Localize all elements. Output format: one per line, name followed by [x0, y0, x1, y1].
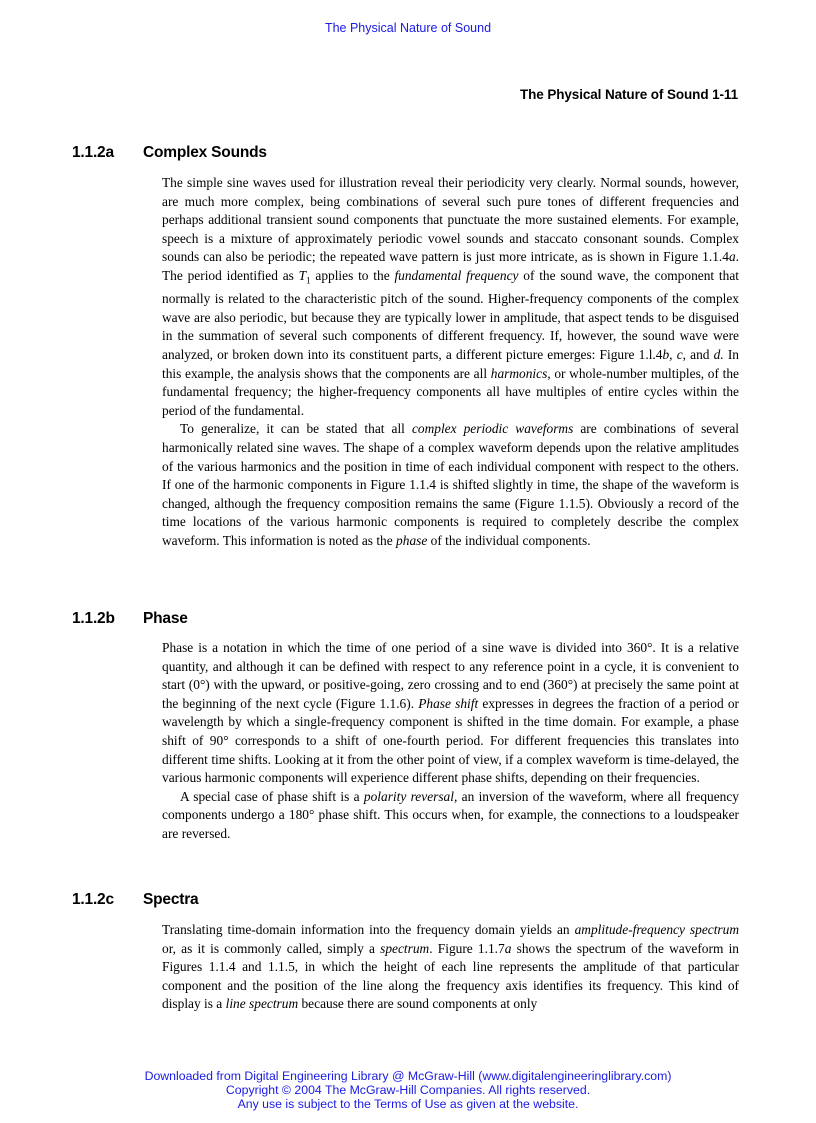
paragraph: The simple sine waves used for illustration reveal their periodicity very clearly. Normal sounds, however, are much more complex, being combinations of several such pure tones of different frequencies and perhaps additional transient sound components that punctuate the more sustained elements. For example, speech is a mixture of approximately periodic vowel sounds and staccato consonant sounds. Complex sounds can also be periodic; the repeated wave pattern is just more intricate, as is shown in Figure 1.1.4a. The period identified as $T_1$ applies to the fundamental frequency of the sound wave, the component that normally is related to the characteristic pitch of the sound. Higher-frequency components of the complex wave are also periodic, but because they are typically lower in amplitude, that aspect tends to be disguised in the summation of several such components of different frequency. If, however, the sound wave were analyzed, or broken down into its constituent parts, a different picture emerges: Figure 1.l.4b, c, and d. In this example, the analysis shows that the components are all harmonics, or whole-number multiples, of the fundamental frequency; the higher-frequency components all have multiples of entire cycles within the period of the fundamental.	[162, 175, 740, 418]
italic-term: a	[728, 249, 736, 265]
section-number: 1.1.2a	[72, 144, 114, 161]
section-title: Phase	[143, 610, 188, 627]
section-body-spectra	[162, 921, 739, 1014]
paragraph: To generalize, it can be stated that all complex periodic waveforms are combinations of several harmonically related sine waves. The shape of a complex waveform depends upon the relative amplitudes of the various harmonics and the position in time of each individual component with respect to the others. If one of the harmonic components in Figure 1.1.4 is shifted slightly in time, the shape of the waveform is changed, although the frequency composition remains the same (Figure 1.1.5). Obviously a record of the time locations of the various harmonic components is required to completely describe the complex waveform. This information is noted as the phase of the individual components.	[162, 421, 740, 548]
italic-term: Phase shift	[418, 695, 479, 711]
italic-term: fundamental frequency	[394, 267, 519, 283]
footer-copyright: Copyright © 2004 The McGraw-Hill Companies. All rights reserved.	[225, 1082, 591, 1097]
italic-term: a	[504, 940, 512, 956]
section-heading-phase	[72, 610, 188, 628]
italic-term: d.	[713, 347, 724, 363]
italic-term: phase	[396, 532, 428, 548]
section-number: 1.1.2c	[72, 891, 114, 908]
section-number: 1.1.2b	[72, 610, 115, 627]
subscript: 1	[306, 275, 311, 286]
paragraph: Translating time-domain information into the frequency domain yields an amplitude-frequency spectrum or, as it is commonly called, simply a spectrum. Figure 1.1.7a shows the spectrum of the waveform in Figures 1.1.4 and 1.1.5, in which the height of each line represents the amplitude of that particular component and the position of the line along the frequency axis identifies its frequency. This kind of display is a line spectrum because there are sound components at only	[162, 922, 740, 1012]
running-head: The Physical Nature of Sound 1-11	[519, 87, 738, 102]
section-title: Spectra	[143, 891, 199, 908]
section-body-phase	[162, 639, 739, 844]
italic-term: line spectrum	[225, 996, 299, 1012]
footer-download-link[interactable]: Downloaded from Digital Engineering Library @ McGraw-Hill (www.digitalengineeringlibrary.com)	[144, 1069, 672, 1083]
top-title-link[interactable]: The Physical Nature of Sound	[324, 21, 492, 35]
section-title: Complex Sounds	[143, 144, 267, 161]
section-heading-complex-sounds	[72, 144, 267, 162]
footer-terms-link[interactable]: Any use is subject to the Terms of Use as given at the website.	[237, 1096, 579, 1111]
italic-term: c	[676, 347, 683, 363]
italic-term: spectrum	[380, 940, 430, 956]
section-heading-spectra	[72, 891, 198, 909]
italic-term: b	[662, 347, 670, 363]
italic-term: T	[298, 267, 307, 283]
italic-term: amplitude-frequency spectrum	[574, 922, 740, 937]
italic-term: complex periodic waveforms	[411, 421, 574, 437]
italic-term: polarity reversal	[363, 788, 454, 804]
italic-term: harmonics,	[490, 365, 551, 381]
paragraph: Phase is a notation in which the time of one period of a sine wave is divided into 360°. It is a relative quantity, and although it can be defined with respect to any reference point in a cycle, it is convenient to start (0°) with the upward, or positive-going, zero crossing and to end (360°) at precisely the same point at the beginning of the next cycle (Figure 1.1.6). Phase shift expresses in degrees the fraction of a period or wavelength by which a single-frequency component is shifted in the time domain. For example, a phase shift of 90° corresponds to a shift of one-fourth period. For different frequencies this translates into different time shifts. Looking at it from the other point of view, if a complex waveform is time-delayed, the various harmonic components will experience different phase shifts, depending on their frequencies.	[162, 640, 739, 786]
section-body-complex-sounds	[162, 174, 739, 551]
paragraph: A special case of phase shift is a polarity reversal, an inversion of the waveform, where all frequency components undergo a 180° phase shift. This occurs when, for example, the connections to a loudspeaker are reversed.	[162, 788, 739, 841]
footer	[0, 1070, 816, 1111]
